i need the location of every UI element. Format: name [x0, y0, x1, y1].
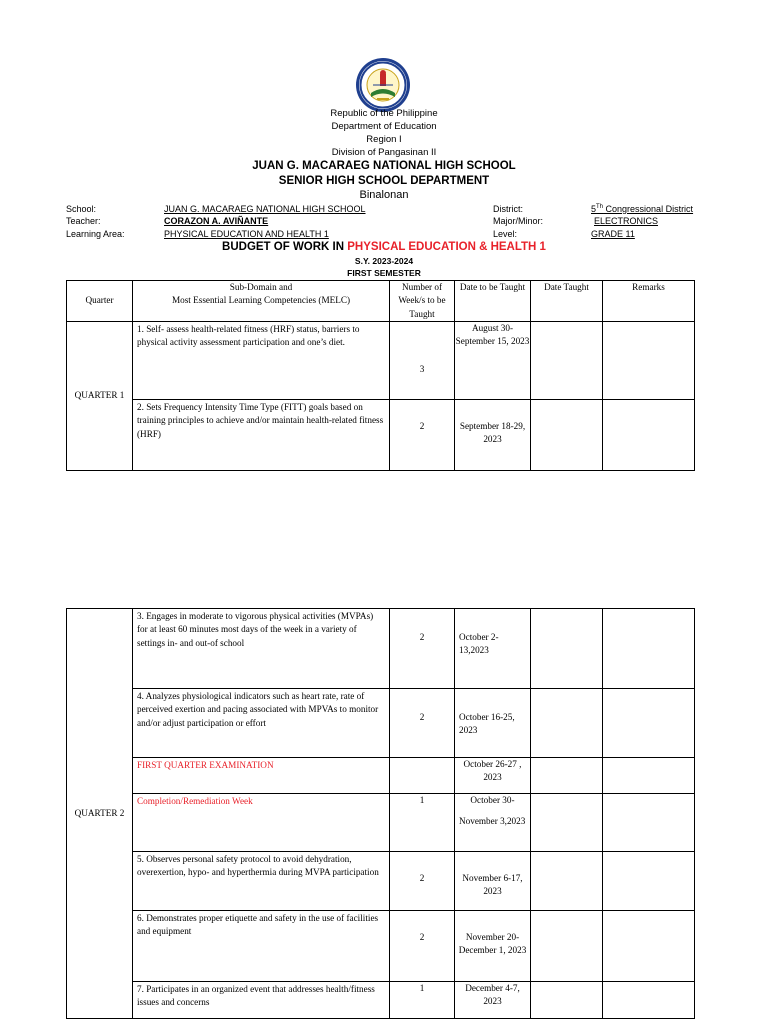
header-town: Binalonan — [359, 189, 409, 201]
date-taught-cell — [531, 609, 603, 689]
remarks-cell — [603, 982, 695, 1019]
date-cell: October 26-27 , 2023 — [455, 758, 531, 794]
melc-cell: 6. Demonstrates proper etiquette and safety in the use of facilities and equipment — [133, 911, 390, 982]
weeks-cell: 2 — [390, 911, 455, 982]
date-taught-cell — [531, 322, 603, 400]
level-value: GRADE 11 — [591, 229, 635, 239]
quarter-cell: QUARTER 2 — [67, 609, 133, 1019]
date-taught-cell — [531, 400, 603, 471]
quarter-cell: QUARTER 1 — [67, 322, 133, 471]
learning-area-value: PHYSICAL EDUCATION AND HEALTH 1 — [164, 229, 329, 239]
header-division: Division of Pangasinan II — [331, 147, 437, 158]
school-label: School: — [66, 204, 97, 214]
melc-cell: 3. Engages in moderate to vigorous physical activities (MVPAs) for at least 60 minutes most days of the week in a variety of settings in- and out-of school — [133, 609, 390, 689]
date-taught-cell — [531, 982, 603, 1019]
header-department: Department of Education — [331, 121, 437, 132]
melc-cell: 7. Participates in an organized event that addresses health/fitness issues and concerns — [133, 982, 390, 1019]
col-header-date-to-be-taught: Date to be Taught — [455, 281, 531, 322]
date-cell — [455, 794, 531, 852]
remarks-cell — [603, 400, 695, 471]
melc-header-line1: Sub-Domain and — [229, 282, 293, 292]
budget-table-quarter-1 — [66, 280, 695, 471]
district-value — [591, 204, 693, 214]
title-subject: PHYSICAL EDUCATION & HEALTH 1 — [347, 241, 546, 253]
level-label: Level: — [493, 229, 518, 239]
date-cell: September 18-29, 2023 — [455, 400, 531, 471]
major-minor-value: ELECTRONICS — [594, 216, 659, 226]
district-text: Congressional District — [603, 204, 694, 214]
district-number: 5 — [591, 204, 597, 214]
remarks-cell — [603, 911, 695, 982]
remarks-cell — [603, 689, 695, 758]
header-department-name: SENIOR HIGH SCHOOL DEPARTMENT — [278, 175, 490, 187]
teacher-value: CORAZON A. AVIÑANTE — [164, 216, 269, 226]
date-taught-cell — [531, 689, 603, 758]
table-row — [67, 794, 695, 852]
table-row — [67, 982, 695, 1019]
title-prefix: BUDGET OF WORK IN — [222, 241, 348, 253]
school-year: S.Y. 2023-2024 — [354, 256, 414, 266]
date-cell: October 16-25, 2023 — [455, 689, 531, 758]
date-line-a: October 30- — [470, 795, 515, 805]
col-header-date-taught: Date Taught — [531, 281, 603, 322]
date-taught-cell — [531, 794, 603, 852]
weeks-cell: 1 — [390, 982, 455, 1019]
remarks-cell — [603, 758, 695, 794]
table-header-row — [67, 281, 695, 322]
table-row — [67, 400, 695, 471]
header-republic: Republic of the Philippine — [330, 108, 438, 119]
melc-cell: 4. Analyzes physiological indicators such as heart rate, rate of perceived exertion and pacing associated with MPVAs to monitor and/or adjust participation or effort — [133, 689, 390, 758]
table-row — [67, 322, 695, 400]
remarks-cell — [603, 794, 695, 852]
col-header-remarks: Remarks — [603, 281, 695, 322]
learning-area-label: Learning Area: — [66, 229, 125, 239]
remarks-cell — [603, 322, 695, 400]
melc-cell: 5. Observes personal safety protocol to avoid dehydration, overexertion, hypo- and hyperthermia during MVPA participation — [133, 852, 390, 911]
budget-table-quarter-2 — [66, 608, 695, 1019]
date-cell: November 20- December 1, 2023 — [455, 911, 531, 982]
district-label: District: — [493, 204, 523, 214]
table-row — [67, 911, 695, 982]
melc-header-line2: Most Essential Learning Competencies (MELC) — [171, 295, 351, 306]
date-cell: August 30- September 15, 2023 — [455, 322, 531, 400]
date-taught-cell — [531, 852, 603, 911]
weeks-cell: 1 — [390, 794, 455, 852]
col-header-weeks: Number of Week/s to be Taught — [390, 281, 455, 322]
school-value: JUAN G. MACARAEG NATIONAL HIGH SCHOOL — [164, 204, 366, 214]
teacher-label: Teacher: — [66, 216, 101, 226]
melc-cell: 2. Sets Frequency Intensity Time Type (FITT) goals based on training principles to achieve and/or maintain health-related fitness (HRF) — [133, 400, 390, 471]
weeks-cell: 2 — [390, 609, 455, 689]
date-line-b: November 3,2023 — [459, 816, 526, 827]
date-cell: November 6-17, 2023 — [455, 852, 531, 911]
date-taught-cell — [531, 911, 603, 982]
document-title — [0, 241, 768, 253]
weeks-cell: 2 — [390, 852, 455, 911]
exam-label-cell: FIRST QUARTER EXAMINATION — [133, 758, 390, 794]
weeks-cell: 2 — [390, 400, 455, 471]
remarks-cell — [603, 852, 695, 911]
semester: FIRST SEMESTER — [347, 268, 421, 278]
weeks-cell — [390, 758, 455, 794]
weeks-cell: 3 — [390, 322, 455, 400]
weeks-cell: 2 — [390, 689, 455, 758]
col-header-quarter: Quarter — [67, 281, 133, 322]
date-cell: December 4-7, 2023 — [455, 982, 531, 1019]
col-header-melc — [133, 281, 390, 322]
date-taught-cell — [531, 758, 603, 794]
remarks-cell — [603, 609, 695, 689]
table-row — [67, 609, 695, 689]
table-row — [67, 852, 695, 911]
remediation-label-cell: Completion/Remediation Week — [133, 794, 390, 852]
table-row — [67, 758, 695, 794]
table-row — [67, 689, 695, 758]
school-seal-logo — [355, 57, 411, 113]
header-school-name: JUAN G. MACARAEG NATIONAL HIGH SCHOOL — [252, 160, 516, 172]
melc-cell: 1. Self- assess health-related fitness (HRF) status, barriers to physical activity assessment participation and one’s diet. — [133, 322, 390, 400]
major-minor-label: Major/Minor: — [493, 216, 544, 226]
district-suffix: Th — [596, 204, 604, 210]
date-cell: October 2-13,2023 — [455, 609, 531, 689]
header-region: Region I — [366, 134, 402, 145]
